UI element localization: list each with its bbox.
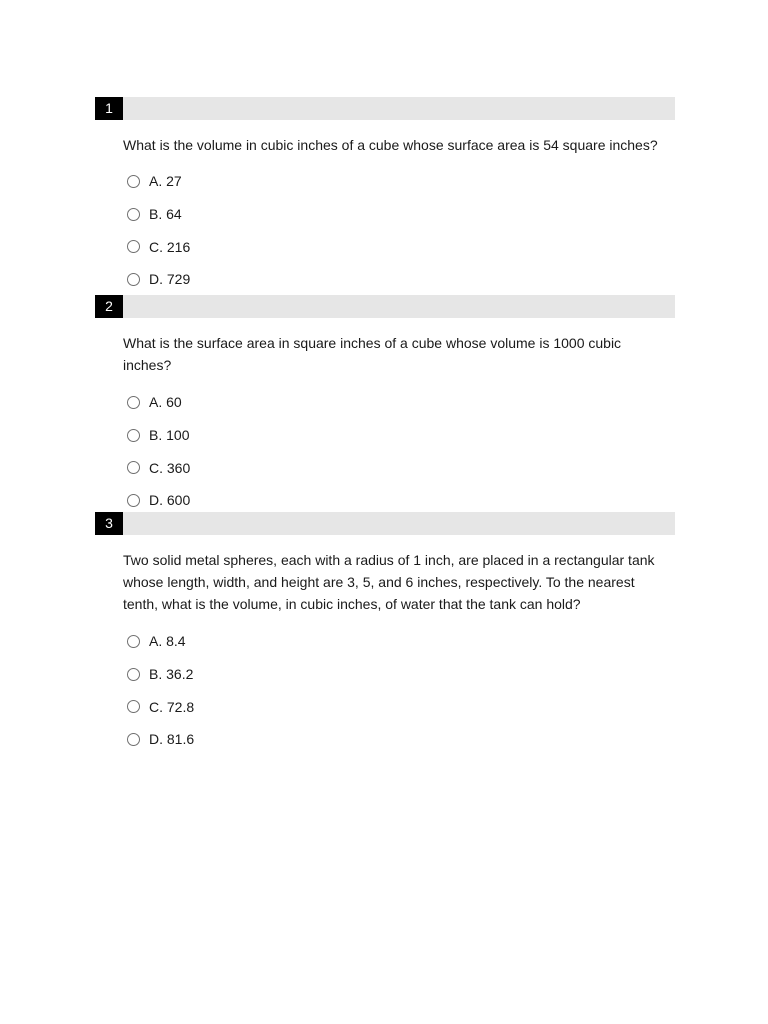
option-c[interactable] [95, 451, 675, 484]
option-label: A. 27 [149, 173, 182, 190]
option-b[interactable] [95, 198, 675, 231]
option-d[interactable] [95, 723, 675, 756]
option-b[interactable] [95, 658, 675, 691]
radio-button-icon[interactable] [127, 700, 140, 713]
option-label: C. 216 [149, 238, 191, 255]
answer-options [95, 386, 675, 517]
question-text: What is the surface area in square inches of a cube whose volume is 1000 cubic inches? [123, 335, 622, 373]
radio-button-icon[interactable] [127, 635, 140, 648]
option-a[interactable] [95, 165, 675, 198]
question-1 [95, 97, 675, 295]
question-text: What is the volume in cubic inches of a cube whose surface area is 54 square inches? [123, 137, 658, 153]
radio-button-icon[interactable] [127, 273, 140, 286]
question-header [95, 97, 675, 120]
radio-button-icon[interactable] [127, 494, 140, 507]
radio-button-icon[interactable] [127, 429, 140, 442]
option-label: D. 600 [149, 492, 191, 509]
option-label: A. 8.4 [149, 633, 186, 650]
question-3 [95, 512, 675, 756]
option-b[interactable] [95, 419, 675, 452]
option-label: D. 729 [149, 271, 191, 288]
option-label: D. 81.6 [149, 731, 195, 748]
option-label: B. 64 [149, 206, 182, 223]
radio-button-icon[interactable] [127, 208, 140, 221]
question-header [95, 295, 675, 318]
question-number: 2 [95, 295, 123, 318]
option-label: B. 100 [149, 427, 190, 444]
question-text: Two solid metal spheres, each with a radius of 1 inch, are placed in a rectangular tank whose length, width, and height are 3, 5, and 6 inches, respectively. To the nearest tenth, what is the volume, in cubic inches, of water that the tank can hold? [123, 552, 655, 612]
radio-button-icon[interactable] [127, 240, 140, 253]
question-2 [95, 295, 675, 512]
option-c[interactable] [95, 230, 675, 263]
question-number: 1 [95, 97, 123, 120]
option-d[interactable] [95, 263, 675, 296]
option-c[interactable] [95, 690, 675, 723]
radio-button-icon[interactable] [127, 733, 140, 746]
option-label: B. 36.2 [149, 666, 194, 683]
answer-options [95, 165, 675, 296]
quiz-page [95, 97, 675, 756]
option-a[interactable] [95, 386, 675, 419]
option-label: A. 60 [149, 394, 182, 411]
option-label: C. 360 [149, 459, 191, 476]
radio-button-icon[interactable] [127, 396, 140, 409]
answer-options [95, 625, 675, 756]
radio-button-icon[interactable] [127, 175, 140, 188]
question-header [95, 512, 675, 535]
question-number: 3 [95, 512, 123, 535]
radio-button-icon[interactable] [127, 668, 140, 681]
radio-button-icon[interactable] [127, 461, 140, 474]
option-label: C. 72.8 [149, 698, 195, 715]
option-a[interactable] [95, 625, 675, 658]
